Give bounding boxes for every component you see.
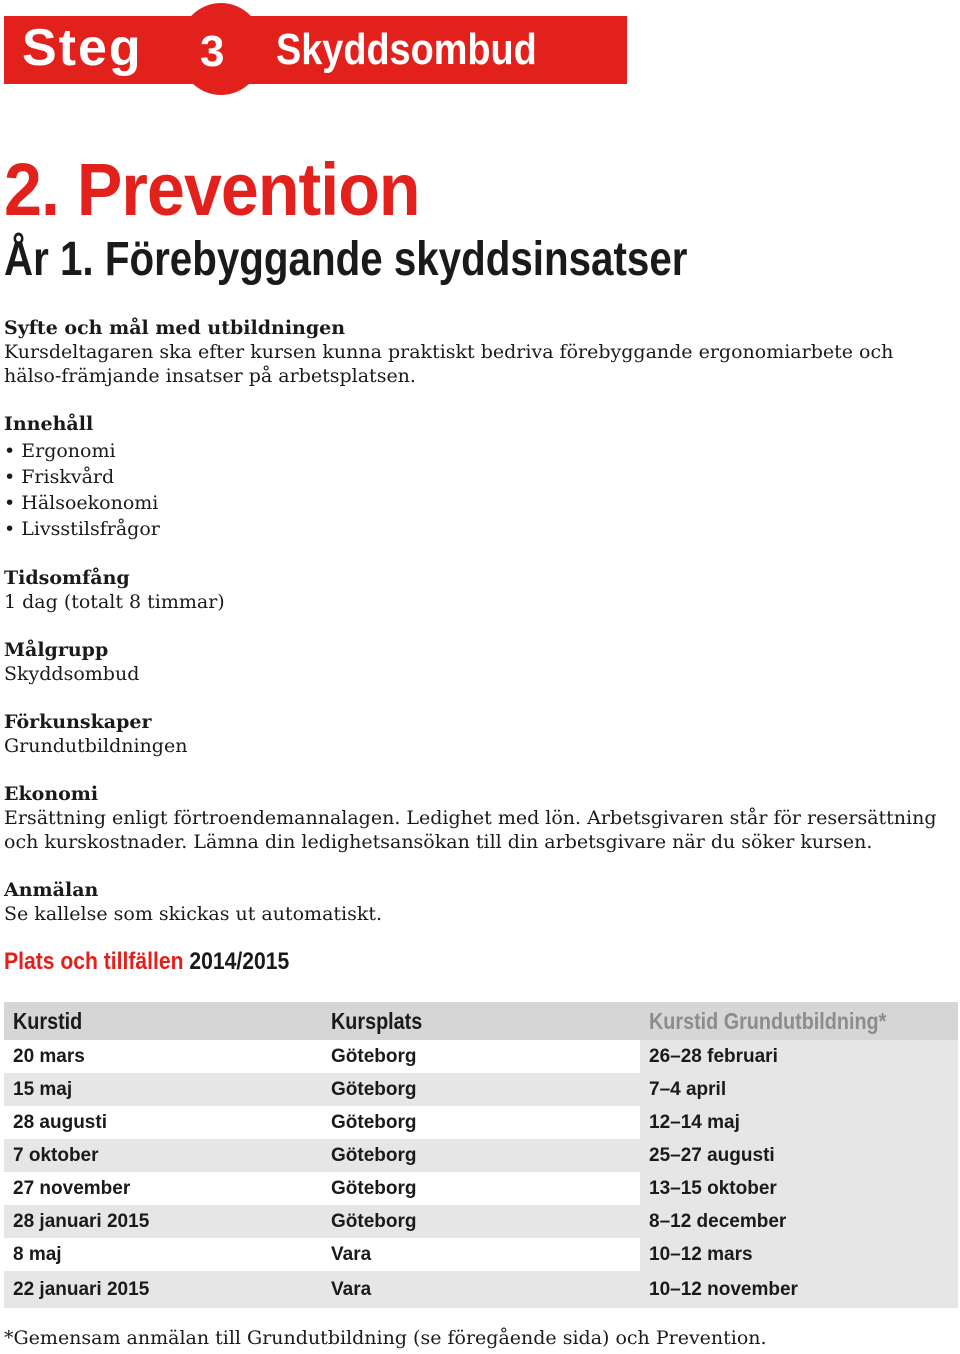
list-item: • Friskvård <box>4 464 954 490</box>
target-group-text: Skyddsombud <box>4 663 140 685</box>
target-group-label: Målgrupp <box>4 639 109 661</box>
prerequisites-text: Grundutbildningen <box>4 735 188 757</box>
duration-section <box>4 566 954 614</box>
table-row <box>4 1172 958 1205</box>
registration-text: Se kallelse som skickas ut automatiskt. <box>4 903 383 925</box>
economy-label: Ekonomi <box>4 783 99 805</box>
table-cell: Vara <box>331 1243 372 1265</box>
table-cell: Göteborg <box>322 1139 640 1172</box>
footnote: *Gemensam anmälan till Grundutbildning (se föregående sida) och Prevention. <box>4 1327 767 1349</box>
banner-title: Skyddsombud <box>276 25 537 74</box>
purpose-section <box>4 316 954 388</box>
table-cell: 26–28 februari <box>640 1040 958 1073</box>
list-item: • Ergonomi <box>4 438 954 464</box>
column-header: Kurstid <box>4 1002 322 1040</box>
table-row <box>4 1139 958 1172</box>
table-cell: Göteborg <box>331 1177 417 1199</box>
table-cell: 12–14 maj <box>640 1106 958 1139</box>
section-heading: 2. Prevention <box>4 148 420 231</box>
table-cell: 8 maj <box>13 1243 62 1265</box>
economy-section <box>4 782 954 854</box>
prerequisites-label: Förkunskaper <box>4 711 152 733</box>
table-cell: 20 mars <box>13 1045 85 1067</box>
table-cell: 27 november <box>13 1177 131 1199</box>
table-row <box>4 1205 958 1238</box>
table-cell: 8–12 december <box>640 1205 958 1238</box>
table-row <box>4 1106 958 1139</box>
purpose-label: Syfte och mål med utbildningen <box>4 317 346 339</box>
table-cell: 10–12 mars <box>640 1238 958 1271</box>
table-cell: 25–27 augusti <box>640 1139 958 1172</box>
table-cell: Göteborg <box>322 1073 640 1106</box>
schedule-heading <box>4 946 289 978</box>
table-cell: 28 augusti <box>13 1111 107 1133</box>
table-cell: 13–15 oktober <box>640 1172 958 1205</box>
step-number: 3 <box>200 27 225 76</box>
economy-text: Ersättning enligt förtroendemannalagen. Ledighet med lön. Arbetsgivaren står för resersättning och kurskostnader. Lämna din ledighetsansökan till din arbetsgivare när du söker kursen. <box>4 807 937 853</box>
table-cell: 10–12 november <box>640 1271 958 1308</box>
table-cell: 15 maj <box>4 1073 322 1106</box>
schedule-label: Plats och tillfällen <box>4 948 184 975</box>
table-cell: 22 januari 2015 <box>4 1271 322 1308</box>
table-row <box>4 1040 958 1073</box>
content-label: Innehåll <box>4 413 94 435</box>
table-row <box>4 1073 958 1106</box>
purpose-text: Kursdeltagaren ska efter kursen kunna praktiskt bedriva förebyggande ergonomiarbete och hälso-främjande insatser på arbetsplatsen. <box>4 341 894 387</box>
table-cell: Vara <box>322 1271 640 1308</box>
prerequisites-section <box>4 710 954 758</box>
content-list <box>4 438 954 542</box>
table-cell: 7 oktober <box>4 1139 322 1172</box>
table-cell: 7–4 april <box>640 1073 958 1106</box>
table-cell: 28 januari 2015 <box>4 1205 322 1238</box>
table-header-row <box>4 1002 958 1040</box>
schedule-year: 2014/2015 <box>189 948 290 975</box>
table-cell: Göteborg <box>331 1045 417 1067</box>
column-header: Kursplats <box>322 1002 640 1040</box>
course-description <box>4 316 954 950</box>
table-cell: Göteborg <box>331 1111 417 1133</box>
table-cell: Göteborg <box>322 1205 640 1238</box>
course-title: År 1. Förebyggande skyddsinsatser <box>4 233 688 286</box>
list-item: • Hälsoekonomi <box>4 490 954 516</box>
duration-label: Tidsomfång <box>4 567 130 589</box>
list-item: • Livsstilsfrågor <box>4 516 954 542</box>
table-row <box>4 1238 958 1271</box>
schedule-table <box>4 1002 958 1308</box>
content-section <box>4 412 954 542</box>
registration-section <box>4 878 954 926</box>
step-word: Steg <box>22 19 143 77</box>
registration-label: Anmälan <box>4 879 99 901</box>
table-row <box>4 1271 958 1308</box>
target-group-section <box>4 638 954 686</box>
duration-text: 1 dag (totalt 8 timmar) <box>4 591 225 613</box>
column-header: Kurstid Grundutbildning* <box>640 1002 958 1040</box>
